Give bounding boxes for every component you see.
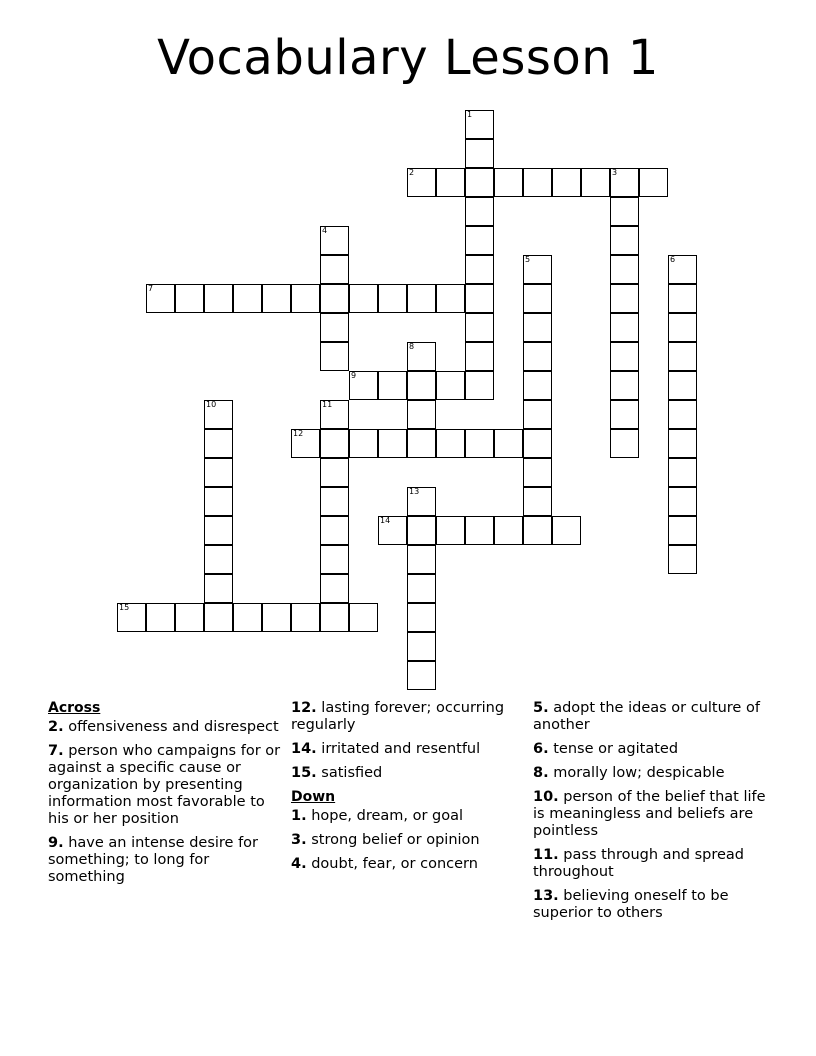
crossword-cell[interactable] (320, 313, 349, 342)
cell-number: 3 (612, 168, 618, 177)
crossword-cell[interactable] (523, 371, 552, 400)
crossword-cell[interactable] (291, 284, 320, 313)
clues-column-2 (291, 700, 527, 880)
clue-number: 14. (291, 741, 317, 757)
crossword-cell[interactable] (407, 545, 436, 574)
cell-number: 15 (119, 603, 130, 612)
crossword-cell[interactable] (320, 342, 349, 371)
clue-across-9 (48, 835, 284, 886)
crossword-cell[interactable] (204, 429, 233, 458)
cell-number: 7 (148, 284, 154, 293)
clue-number: 13. (533, 888, 559, 904)
clue-down-5 (533, 700, 773, 734)
crossword-cell[interactable] (233, 603, 262, 632)
clue-text: believing oneself to be superior to others (533, 888, 729, 921)
crossword-cell[interactable] (204, 400, 233, 429)
crossword-cell[interactable] (407, 371, 436, 400)
crossword-cell[interactable] (204, 458, 233, 487)
crossword-cell[interactable] (523, 400, 552, 429)
crossword-cell[interactable] (465, 371, 494, 400)
across-header: Across (48, 700, 101, 716)
crossword-cell[interactable] (668, 458, 697, 487)
cell-number: 10 (206, 400, 217, 409)
crossword-cell[interactable] (204, 487, 233, 516)
crossword-cell[interactable] (523, 168, 552, 197)
clue-number: 15. (291, 765, 317, 781)
crossword-cell[interactable] (436, 168, 465, 197)
clue-number: 12. (291, 700, 317, 716)
crossword-cell[interactable] (581, 168, 610, 197)
crossword-cell[interactable] (668, 284, 697, 313)
crossword-cell[interactable] (436, 371, 465, 400)
crossword-cell[interactable] (349, 429, 378, 458)
crossword-cell[interactable] (494, 516, 523, 545)
crossword-cell[interactable] (407, 400, 436, 429)
crossword-cell[interactable] (465, 284, 494, 313)
clue-across-15 (291, 765, 527, 782)
clue-down-4 (291, 856, 527, 873)
cell-number: 14 (380, 516, 391, 525)
crossword-cell[interactable] (465, 342, 494, 371)
crossword-cell[interactable] (465, 110, 494, 139)
clue-across-2 (48, 719, 284, 736)
page-title: Vocabulary Lesson 1 (157, 30, 659, 86)
crossword-cell[interactable] (378, 284, 407, 313)
clues-column-1 (48, 700, 284, 893)
crossword-cell[interactable] (465, 139, 494, 168)
clue-down-11 (533, 847, 773, 881)
clue-across-12 (291, 700, 527, 734)
crossword-cell[interactable] (407, 168, 436, 197)
crossword-cell[interactable] (262, 603, 291, 632)
crossword-cell[interactable] (117, 603, 146, 632)
crossword-cell[interactable] (465, 226, 494, 255)
crossword-cell[interactable] (610, 371, 639, 400)
crossword-cell[interactable] (523, 516, 552, 545)
clue-number: 2. (48, 719, 64, 735)
clue-down-1 (291, 808, 527, 825)
crossword-cell[interactable] (523, 313, 552, 342)
crossword-cell[interactable] (523, 255, 552, 284)
clue-down-6 (533, 741, 773, 758)
crossword-cell[interactable] (349, 603, 378, 632)
crossword-cell[interactable] (436, 429, 465, 458)
crossword-cell[interactable] (668, 487, 697, 516)
crossword-cell[interactable] (465, 516, 494, 545)
crossword-cell[interactable] (494, 168, 523, 197)
cell-number: 6 (670, 255, 676, 264)
crossword-cell[interactable] (378, 429, 407, 458)
clue-down-3 (291, 832, 527, 849)
cell-number: 9 (351, 371, 357, 380)
cell-number: 5 (525, 255, 531, 264)
cell-number: 11 (322, 400, 333, 409)
crossword-cell[interactable] (349, 284, 378, 313)
cell-number: 1 (467, 110, 473, 119)
clue-number: 10. (533, 789, 559, 805)
crossword-cell[interactable] (610, 313, 639, 342)
crossword-cell[interactable] (262, 284, 291, 313)
crossword-cell[interactable] (523, 458, 552, 487)
clue-text: satisfied (321, 765, 383, 781)
clue-text: offensiveness and disrespect (68, 719, 279, 735)
crossword-cell[interactable] (668, 342, 697, 371)
cell-number: 12 (293, 429, 304, 438)
cell-number: 13 (409, 487, 420, 496)
crossword-cell[interactable] (465, 255, 494, 284)
clue-text: irritated and resentful (321, 741, 481, 757)
crossword-cell[interactable] (204, 545, 233, 574)
clue-text: adopt the ideas or culture of another (533, 700, 760, 733)
crossword-cell[interactable] (610, 168, 639, 197)
crossword-cell[interactable] (320, 255, 349, 284)
crossword-cell[interactable] (668, 255, 697, 284)
clue-down-13 (533, 888, 773, 922)
crossword-cell[interactable] (407, 284, 436, 313)
crossword-cell[interactable] (320, 603, 349, 632)
crossword-cell[interactable] (320, 284, 349, 313)
clue-text: tense or agitated (553, 741, 679, 757)
clue-text: doubt, fear, or concern (311, 856, 478, 872)
crossword-cell[interactable] (523, 487, 552, 516)
clue-text: lasting forever; occurring regularly (291, 700, 505, 733)
crossword-cell[interactable] (668, 516, 697, 545)
crossword-cell[interactable] (610, 429, 639, 458)
crossword-cell[interactable] (175, 603, 204, 632)
crossword-cell[interactable] (465, 429, 494, 458)
clues-column-3 (533, 700, 773, 929)
crossword-cell[interactable] (407, 342, 436, 371)
down-header: Down (291, 789, 336, 805)
clue-number: 4. (291, 856, 307, 872)
clue-number: 7. (48, 743, 64, 759)
crossword-cell[interactable] (320, 487, 349, 516)
crossword-cell[interactable] (407, 487, 436, 516)
clue-number: 11. (533, 847, 559, 863)
crossword-cell[interactable] (291, 429, 320, 458)
crossword-cell[interactable] (146, 603, 175, 632)
clue-down-8 (533, 765, 773, 782)
crossword-cell[interactable] (610, 226, 639, 255)
crossword-cell[interactable] (523, 429, 552, 458)
clue-across-7 (48, 743, 284, 828)
crossword-cell[interactable] (465, 197, 494, 226)
crossword-cell[interactable] (320, 574, 349, 603)
crossword-cell[interactable] (668, 545, 697, 574)
crossword-cell[interactable] (436, 284, 465, 313)
crossword-cell[interactable] (610, 284, 639, 313)
clue-number: 1. (291, 808, 307, 824)
crossword-cell[interactable] (320, 545, 349, 574)
crossword-cell[interactable] (610, 255, 639, 284)
crossword-cell[interactable] (146, 284, 175, 313)
clue-down-10 (533, 789, 773, 840)
crossword-cell[interactable] (407, 661, 436, 690)
crossword-cell[interactable] (204, 574, 233, 603)
clue-number: 6. (533, 741, 549, 757)
clue-text: person who campaigns for or against a specific cause or organization by presenting information most favorable to his or her position (48, 743, 281, 827)
crossword-cell[interactable] (668, 429, 697, 458)
clue-number: 5. (533, 700, 549, 716)
crossword-cell[interactable] (291, 603, 320, 632)
crossword-cell[interactable] (465, 168, 494, 197)
crossword-cell[interactable] (320, 516, 349, 545)
crossword-cell[interactable] (407, 574, 436, 603)
crossword-cell[interactable] (204, 603, 233, 632)
crossword-cell[interactable] (610, 400, 639, 429)
crossword-cell[interactable] (378, 516, 407, 545)
crossword-cell[interactable] (494, 429, 523, 458)
crossword-cell[interactable] (320, 226, 349, 255)
crossword-cell[interactable] (523, 284, 552, 313)
cell-number: 2 (409, 168, 415, 177)
clue-across-14 (291, 741, 527, 758)
clue-number: 8. (533, 765, 549, 781)
crossword-cell[interactable] (378, 371, 407, 400)
crossword-cell[interactable] (523, 342, 552, 371)
crossword-cell[interactable] (668, 313, 697, 342)
crossword-cell[interactable] (465, 313, 494, 342)
crossword-cell[interactable] (407, 632, 436, 661)
clue-text: strong belief or opinion (311, 832, 480, 848)
crossword-cell[interactable] (204, 516, 233, 545)
crossword-cell[interactable] (639, 168, 668, 197)
crossword-cell[interactable] (349, 371, 378, 400)
clue-text: hope, dream, or goal (311, 808, 464, 824)
crossword-cell[interactable] (233, 284, 262, 313)
crossword-cell[interactable] (668, 400, 697, 429)
clue-text: morally low; despicable (553, 765, 725, 781)
crossword-cell[interactable] (320, 429, 349, 458)
crossword-cell[interactable] (204, 284, 233, 313)
clue-text: have an intense desire for something; to long for something (48, 835, 259, 885)
crossword-cell[interactable] (552, 516, 581, 545)
clue-number: 3. (291, 832, 307, 848)
crossword-cell[interactable] (552, 168, 581, 197)
crossword-cell[interactable] (320, 458, 349, 487)
crossword-cell[interactable] (320, 400, 349, 429)
crossword-cell[interactable] (610, 197, 639, 226)
crossword-cell[interactable] (407, 603, 436, 632)
clue-number: 9. (48, 835, 64, 851)
crossword-cell[interactable] (668, 371, 697, 400)
clue-text: person of the belief that life is meaningless and beliefs are pointless (533, 789, 766, 839)
crossword-cell[interactable] (175, 284, 204, 313)
clue-text: pass through and spread throughout (533, 847, 744, 880)
cell-number: 4 (322, 226, 328, 235)
crossword-cell[interactable] (610, 342, 639, 371)
cell-number: 8 (409, 342, 415, 351)
crossword-cell[interactable] (407, 429, 436, 458)
crossword-cell[interactable] (407, 516, 436, 545)
crossword-cell[interactable] (436, 516, 465, 545)
